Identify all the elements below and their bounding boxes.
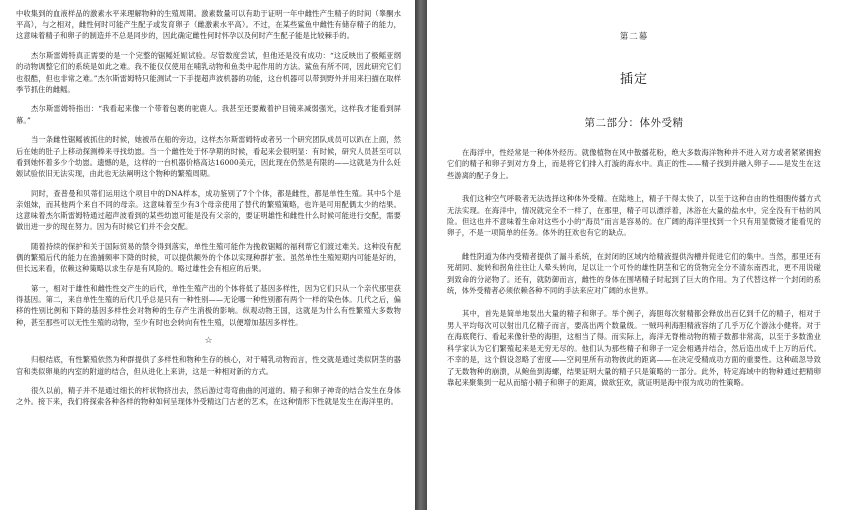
body-paragraph: 杰尔斯雷姆特真正需要的是一个完整的锯鳐妊娠试验。尽管数度尝试，但他还是没有成功：“这反映出了极鳐亚纲的动物调整它们的系统是如此之难。我不能仅仅使用在哺乳动物和鱼类中起作用的方法。鲨鱼有所不同，因此研究它们也很酷，但也非常之难。”杰尔斯雷姆特只能测试一下手提超声波机器的功能，这台机器可以带到野外并用来扫描在取样季节抓住的雌鳐。	[16, 51, 401, 94]
chapter-title: 插定	[619, 72, 648, 87]
body-paragraph: 很久以前，精子并不是通过细长的杆状物挤出去，然后游过弯弯曲曲的河道的。精子和卵子神奇的结合发生在身体之外。接下来，我们将探索各种各样的物种如何呈现体外受精这门古老的艺术，在这种情形下性就是发生在海洋里的。	[16, 386, 401, 407]
body-paragraph: 随着持续的保护和关于国际贸易的禁令得到落实，单性生殖可能作为挽救锯鳐的福利帮它们渡过难关。这种没有配偶的繁殖后代的能力在渔捕频率下降的时候，可以提供额外的个体以实现种群扩张。虽然单性生殖短期内可能是好的，但长远来看，依赖这种策略以求生存是有风险的。略过雄性会有相应的后果。	[16, 241, 401, 274]
section-title: 第二部分：体外受精	[584, 117, 684, 129]
body-paragraph: 当一条雌性锯鳐被抓住的时候，她被吊在船的旁边，这样杰尔斯雷姆特或者另一个研究团队成员可以趴在上面，然后在她的肚子上移动探测棒来寻找幼崽。当一个雌性处于怀孕期的时候，看起来会很明显：有时候，研究人员甚至可以看到她怀着多少个幼崽。遗憾的是，这样的一台机器价格高达16000美元，因此现在仍然是有限的——这就是为什么妊娠试验依旧无法实现，由此也无法阐明这个物种的繁殖周期。	[16, 135, 401, 178]
section-separator-star: ☆	[204, 336, 213, 347]
left-book-page	[0, 0, 415, 510]
body-paragraph: 中收集到的血液样品的激素水平来理解物种的生殖周期。激素数量可以有助于证明一年中雌性产生精子的时间（睾酮水平高），与之相对，雌性何时可能产生配子或发育卵子（雌激素水平高）。不过，在某些鲨鱼中雌性有储存精子的能力，这意味着精子和卵子的制造并不总是同步的，因此确定雌性何时怀孕以及何时产生配子能是比较棘手的。	[16, 9, 401, 41]
book-spine-gutter	[415, 0, 427, 510]
body-paragraph: 其中，首先是简单地泵出大量的精子和卵子。举个例子，海胆每次射精都会释放出百亿到千亿的精子，相对于男人平均每次可以射出几亿精子而言，要高出两个数量级。一贼玛利海胆精液容纳了几乎万亿个游泳小健将。对于在海底爬行、看起来像针垫的海胆，这相当了得。而实际上，海洋无脊椎动物的精子数都非常高，以至于多数渔业科学家认为它们繁殖起来是无穷无尽的。他们认为那些精子和卵子一定会相遇并结合，然后造出成千上万的后代。不幸的是，这个假设忽略了密度——空间里所有动物彼此的距离——在决定受精成功方面的重要性。这种疏忽导致了无数物种的崩溃，从鲍鱼到海螺，结果证明大量的精子只是策略的一部分。此外，特定海域中的物种通过把精卵靠起来聚集到一起从而缩小精子和卵子的距离，做欲狂欢，就证明是海中很为成功的性策略。	[447, 309, 821, 387]
body-paragraph: 归根结底，有性繁殖依然为种群提供了多样性和物种生存的核心，对于哺乳动物而言，性交就是通过类似阴茎的器官和类似卵巢的内室的附道的结合，但从进化上来讲，这是一种相对新的方式。	[16, 355, 401, 376]
body-paragraph: 第一，相对于雄性和雌性性交产生的后代，单性生殖产出的个体将低了基因多样性，因为它们只从一个亲代那里获得基因。第二，来自单性生殖的后代几乎总是只有一种性别——无论哪一种性别都有两个一样的染色体。几代之后，偏移的性别比例和下降的基因多样性会对物种的生存产生消极的影响。纵观动物王国，这就是为什么有性繁殖大多数物种，甚至那些可以无性生殖的动物，至少有时也会转向有性生殖，以便增加基因多样性。	[16, 284, 401, 327]
right-book-page	[427, 0, 843, 510]
body-paragraph: 杰尔斯雷姆特指出：“我看起来像一个带着包裹的驼鹿人。我甚至还要戴着护目镜来减弱强光，这样我才能看到屏幕。”	[16, 104, 401, 125]
body-paragraph: 在海浮中，性经常是一种体外经历。就像植物在风中散播花粉，绝大多数海洋物种并不进入对方或者紧紧拥抱它们的精子和卵子到对方身上，而是将它们排入打漩的海水中。真正的性——精子找到并融入卵子——是发生在这些游离的配子身上。	[447, 148, 821, 180]
body-paragraph: 雌性阴道为体内受精者提供了漏斗系统，在封闭的区域内给精液提供沟槽并促进它们的集中。当然，那里还有死胡同、旋转和拐角往往让人晕头转向，足以让一个可怜的雄性阴茎和它的货物完全分不清东南西北，更不用说碰到致命的分泌物了。还有，就防御而言，雌性的身体在围堵精子时起到了巨大的作用。为了代替这样一个封闭的系统，体外受精者必须依赖各种不同的手法来应对广阔的水世界。	[447, 251, 821, 296]
body-paragraph: 同时，查普曼和贝蒂们运用这个项目中的DNA样本，成功鉴别了7个个体，都是雌性，都是单性生殖。其中5个是亲姐妹，而其他两个来自不同的母亲。这意味着至少有3个母亲使用了替代的繁殖策略，也许是可用配偶太少的结果。这意味着杰尔斯雷姆特通过超声波看到的某些幼崽可能是没有父亲的，要证明雄性和雌性什么时候可能进行交配，需要做出进一步的现在努力。因为有时候它们并不会交配。	[16, 188, 401, 232]
body-paragraph: 我们这种空气呼吸者无法选择这种体外受精。在陆地上，精子干得太快了，以至于这种自由的性细胞传播方式无法实现。在海洋中，情况就完全不一样了，在那里，精子可以漂浮着，沐浴在大量的盐水中，完全没有干枯的风险。但这也并不意味着生命对这些小小的“海员”而言是容易的。在广阔的海洋里找到一个只有用显微镜才能看见的卵子，不是一项简单的任务。体外的狂欢也有它的缺点。	[447, 194, 821, 238]
chapter-label: 第二幕	[619, 32, 649, 42]
